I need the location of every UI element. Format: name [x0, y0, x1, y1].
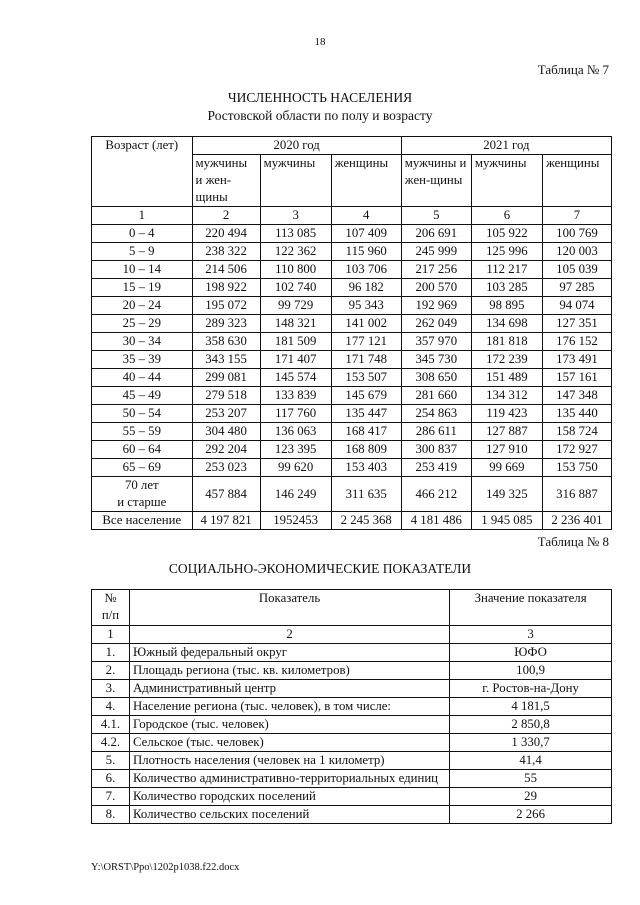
value-cell: 1952453: [260, 512, 331, 530]
indicator-value: 100,9: [450, 662, 612, 680]
indicator-name: Административный центр: [129, 680, 449, 698]
table-row: [92, 405, 612, 423]
col-number: 7: [542, 207, 611, 225]
indicator-name: Площадь региона (тыс. кв. километров): [129, 662, 449, 680]
value-cell: 173 491: [542, 351, 611, 369]
row-number: 8.: [92, 806, 130, 824]
value-cell: 253 419: [401, 459, 471, 477]
value-cell: 153 507: [331, 369, 401, 387]
table-row: [92, 770, 612, 788]
row-number: 4.: [92, 698, 130, 716]
row-number: 2.: [92, 662, 130, 680]
age-cell: [92, 477, 193, 512]
value-cell: 96 182: [331, 279, 401, 297]
indicator-name: Количество сельских поселений: [129, 806, 449, 824]
value-cell: 176 152: [542, 333, 611, 351]
year-2020-header: 2020 год: [192, 137, 401, 155]
value-cell: 134 312: [471, 387, 542, 405]
population-table: [91, 136, 612, 530]
value-cell: 134 698: [471, 315, 542, 333]
indicator-value: ЮФО: [450, 644, 612, 662]
col-number: 2: [129, 626, 449, 644]
table-row: [92, 662, 612, 680]
indicator-name: Плотность населения (человек на 1 километр): [129, 752, 449, 770]
value-cell: 95 343: [331, 297, 401, 315]
footer-file-path: Y:\ORST\Ppo\1202p1038.f22.docx: [91, 862, 240, 873]
indicator-value: 2 266: [450, 806, 612, 824]
col-number: 6: [471, 207, 542, 225]
value-cell: 117 760: [260, 405, 331, 423]
value-cell: 254 863: [401, 405, 471, 423]
value-cell: 151 489: [471, 369, 542, 387]
table-row: [92, 261, 612, 279]
table-row: [92, 644, 612, 662]
value-cell: 146 249: [260, 477, 331, 512]
col-number: 1: [92, 626, 130, 644]
value-cell: 281 660: [401, 387, 471, 405]
col-number: 1: [92, 207, 193, 225]
age-cell: 5 – 9: [92, 243, 193, 261]
age-cell: 10 – 14: [92, 261, 193, 279]
age-cell: 0 – 4: [92, 225, 193, 243]
table-row: [92, 315, 612, 333]
col-number: 4: [331, 207, 401, 225]
indicators-table: [91, 589, 612, 824]
value-cell: 245 999: [401, 243, 471, 261]
age-70-line2: и старше: [117, 495, 167, 509]
value-cell: 1 945 085: [471, 512, 542, 530]
value-cell: 198 922: [192, 279, 260, 297]
value-cell: 157 161: [542, 369, 611, 387]
value-cell: 217 256: [401, 261, 471, 279]
subheader-men-2021: мужчины: [471, 155, 542, 207]
subheader-total-2020: мужчины и жен-щины: [192, 155, 260, 207]
col-number: 2: [192, 207, 260, 225]
table-row: [92, 680, 612, 698]
value-cell: 177 121: [331, 333, 401, 351]
table-row: [92, 423, 612, 441]
value-cell: 171 748: [331, 351, 401, 369]
table8-title: СОЦИАЛЬНО-ЭКОНОМИЧЕСКИЕ ПОКАЗАТЕЛИ: [168, 561, 472, 576]
table-row: [92, 734, 612, 752]
indicator-header: Показатель: [129, 590, 449, 626]
value-cell: 206 691: [401, 225, 471, 243]
subheader-women-2020: женщины: [331, 155, 401, 207]
value-cell: 127 910: [471, 441, 542, 459]
table-row: [92, 387, 612, 405]
subheader-men-2020: мужчины: [260, 155, 331, 207]
age-cell: 40 – 44: [92, 369, 193, 387]
table-row: [92, 477, 612, 512]
value-cell: 172 927: [542, 441, 611, 459]
table-row: [92, 441, 612, 459]
col-number: 3: [450, 626, 612, 644]
table-row: [92, 351, 612, 369]
value-cell: 125 996: [471, 243, 542, 261]
value-cell: 120 003: [542, 243, 611, 261]
value-cell: 316 887: [542, 477, 611, 512]
age-cell: 20 – 24: [92, 297, 193, 315]
value-cell: 123 395: [260, 441, 331, 459]
age-cell: 50 – 54: [92, 405, 193, 423]
column-number-row: [92, 626, 612, 644]
value-cell: 97 285: [542, 279, 611, 297]
value-cell: 113 085: [260, 225, 331, 243]
value-cell: 299 081: [192, 369, 260, 387]
value-cell: 127 351: [542, 315, 611, 333]
value-cell: 300 837: [401, 441, 471, 459]
value-cell: 135 447: [331, 405, 401, 423]
row-number: 6.: [92, 770, 130, 788]
value-cell: 158 724: [542, 423, 611, 441]
value-cell: 102 740: [260, 279, 331, 297]
page-number: 18: [314, 36, 326, 48]
value-cell: 99 620: [260, 459, 331, 477]
num-header-line1: №: [104, 591, 117, 605]
age-cell: 35 – 39: [92, 351, 193, 369]
table-row: [92, 459, 612, 477]
col-number: 5: [401, 207, 471, 225]
age-cell: 30 – 34: [92, 333, 193, 351]
age-header: Возраст (лет): [92, 137, 193, 207]
indicator-name: Население региона (тыс. человек), в том числе:: [129, 698, 449, 716]
value-cell: 145 679: [331, 387, 401, 405]
value-cell: 127 887: [471, 423, 542, 441]
age-cell: 65 – 69: [92, 459, 193, 477]
value-cell: 168 809: [331, 441, 401, 459]
year-2021-header: 2021 год: [401, 137, 611, 155]
total-label: Все население: [92, 512, 193, 530]
value-cell: 107 409: [331, 225, 401, 243]
value-cell: 466 212: [401, 477, 471, 512]
value-cell: 133 839: [260, 387, 331, 405]
subheader-women-2021: женщины: [542, 155, 611, 207]
table-row: [92, 716, 612, 734]
row-number: 4.2.: [92, 734, 130, 752]
value-cell: 308 650: [401, 369, 471, 387]
value-cell: 168 417: [331, 423, 401, 441]
value-cell: 220 494: [192, 225, 260, 243]
value-cell: 192 969: [401, 297, 471, 315]
table-row: [92, 369, 612, 387]
table-row: [92, 243, 612, 261]
value-cell: 135 440: [542, 405, 611, 423]
value-cell: 358 630: [192, 333, 260, 351]
value-cell: 100 769: [542, 225, 611, 243]
value-cell: 457 884: [192, 477, 260, 512]
row-number: 4.1.: [92, 716, 130, 734]
value-cell: 103 706: [331, 261, 401, 279]
value-cell: 238 322: [192, 243, 260, 261]
value-cell: 279 518: [192, 387, 260, 405]
value-cell: 105 922: [471, 225, 542, 243]
age-cell: 60 – 64: [92, 441, 193, 459]
value-cell: 153 403: [331, 459, 401, 477]
value-cell: 200 570: [401, 279, 471, 297]
row-number: 1.: [92, 644, 130, 662]
indicator-value: 41,4: [450, 752, 612, 770]
value-cell: 119 423: [471, 405, 542, 423]
value-cell: 304 480: [192, 423, 260, 441]
value-cell: 105 039: [542, 261, 611, 279]
indicator-value: 4 181,5: [450, 698, 612, 716]
value-cell: 99 669: [471, 459, 542, 477]
age-cell: 25 – 29: [92, 315, 193, 333]
value-cell: 171 407: [260, 351, 331, 369]
value-cell: 357 970: [401, 333, 471, 351]
indicator-name: Количество городских поселений: [129, 788, 449, 806]
indicator-name: Южный федеральный округ: [129, 644, 449, 662]
table-row: [92, 752, 612, 770]
value-cell: 122 362: [260, 243, 331, 261]
value-cell: 99 729: [260, 297, 331, 315]
value-cell: 195 072: [192, 297, 260, 315]
age-cell: 45 – 49: [92, 387, 193, 405]
table-row: [92, 279, 612, 297]
value-cell: 103 285: [471, 279, 542, 297]
value-cell: 110 800: [260, 261, 331, 279]
value-cell: 145 574: [260, 369, 331, 387]
value-cell: 345 730: [401, 351, 471, 369]
indicator-value: 1 330,7: [450, 734, 612, 752]
value-cell: 311 635: [331, 477, 401, 512]
num-header-line2: п/п: [101, 608, 120, 622]
table-row: [92, 225, 612, 243]
value-cell: 141 002: [331, 315, 401, 333]
indicator-name: Количество административно-территориальных единиц: [129, 770, 449, 788]
value-cell: 181 818: [471, 333, 542, 351]
table-row: [92, 788, 612, 806]
value-cell: 149 325: [471, 477, 542, 512]
num-header: [92, 590, 130, 626]
indicator-value: 55: [450, 770, 612, 788]
value-cell: 253 207: [192, 405, 260, 423]
value-cell: 148 321: [260, 315, 331, 333]
subheader-total-2021: мужчины и жен-щины: [401, 155, 471, 207]
value-cell: 2 236 401: [542, 512, 611, 530]
value-cell: 286 611: [401, 423, 471, 441]
value-cell: 4 181 486: [401, 512, 471, 530]
table-row: [92, 806, 612, 824]
column-number-row: [92, 207, 612, 225]
value-cell: 292 204: [192, 441, 260, 459]
indicator-name: Сельское (тыс. человек): [129, 734, 449, 752]
table-row: [92, 333, 612, 351]
col-number: 3: [260, 207, 331, 225]
value-cell: 181 509: [260, 333, 331, 351]
value-cell: 2 245 368: [331, 512, 401, 530]
value-cell: 94 074: [542, 297, 611, 315]
value-cell: 253 023: [192, 459, 260, 477]
value-cell: 262 049: [401, 315, 471, 333]
age-cell: 55 – 59: [92, 423, 193, 441]
table7-label: Таблица № 7: [537, 62, 609, 77]
value-header: Значение показателя: [450, 590, 612, 626]
table7-title: ЧИСЛЕННОСТЬ НАСЕЛЕНИЯ: [227, 90, 413, 105]
table-row: [92, 297, 612, 315]
value-cell: 98 895: [471, 297, 542, 315]
value-cell: 343 155: [192, 351, 260, 369]
value-cell: 147 348: [542, 387, 611, 405]
table-row: [92, 698, 612, 716]
indicator-value: г. Ростов-на-Дону: [450, 680, 612, 698]
indicator-value: 29: [450, 788, 612, 806]
age-70-line1: 70 лет: [124, 478, 159, 492]
value-cell: 112 217: [471, 261, 542, 279]
age-cell: 15 – 19: [92, 279, 193, 297]
table7-subtitle: Ростовской области по полу и возрасту: [207, 108, 433, 123]
value-cell: 289 323: [192, 315, 260, 333]
row-number: 3.: [92, 680, 130, 698]
total-row: [92, 512, 612, 530]
value-cell: 115 960: [331, 243, 401, 261]
value-cell: 153 750: [542, 459, 611, 477]
row-number: 7.: [92, 788, 130, 806]
value-cell: 172 239: [471, 351, 542, 369]
value-cell: 214 506: [192, 261, 260, 279]
indicator-name: Городское (тыс. человек): [129, 716, 449, 734]
value-cell: 4 197 821: [192, 512, 260, 530]
row-number: 5.: [92, 752, 130, 770]
value-cell: 136 063: [260, 423, 331, 441]
table8-label: Таблица № 8: [537, 534, 609, 549]
indicator-value: 2 850,8: [450, 716, 612, 734]
